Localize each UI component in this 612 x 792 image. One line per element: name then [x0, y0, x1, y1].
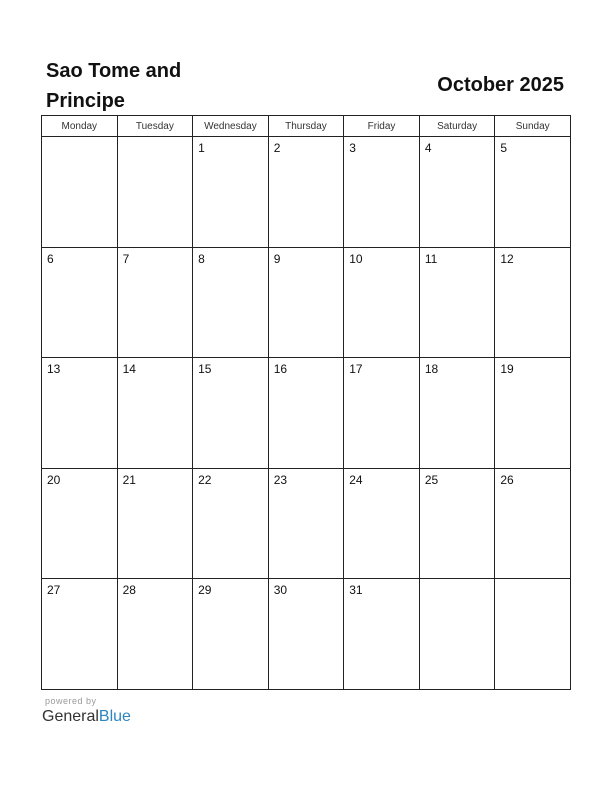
day-number: 26	[500, 472, 514, 487]
day-number: 11	[424, 251, 438, 266]
day-number: 30	[273, 583, 288, 597]
day-cell	[419, 247, 495, 358]
day-cell	[42, 358, 118, 469]
day-number	[118, 137, 193, 141]
day-cell	[344, 137, 420, 248]
day-cell	[419, 358, 495, 469]
weekday-header-wednesday: Wednesday	[193, 116, 269, 137]
weekday-header-sunday: Sunday	[495, 116, 571, 137]
day-number: 19	[500, 362, 514, 376]
month-year-title: October 2025	[437, 74, 564, 96]
day-number: 29	[198, 583, 212, 597]
day-number: 3	[349, 141, 356, 155]
day-cell	[268, 579, 344, 690]
day-number: 17	[349, 362, 363, 376]
weekday-header-friday: Friday	[344, 116, 420, 137]
day-number	[42, 137, 117, 141]
day-number: 31	[349, 583, 363, 597]
week-row	[42, 137, 571, 248]
generalblue-logo	[42, 707, 131, 727]
day-cell	[42, 468, 118, 579]
day-cell	[193, 247, 269, 358]
day-number: 25	[424, 472, 439, 487]
day-cell	[495, 358, 571, 469]
day-cell	[495, 137, 571, 248]
day-cell	[193, 137, 269, 248]
day-number	[495, 579, 570, 583]
day-number: 7	[122, 251, 130, 266]
day-cell	[42, 247, 118, 358]
logo-text-general: General	[42, 708, 99, 725]
country-title: Sao Tome and Principe	[46, 60, 182, 112]
day-cell	[419, 579, 495, 690]
day-cell	[117, 579, 193, 690]
day-number: 14	[122, 362, 136, 376]
day-cell	[268, 247, 344, 358]
day-number	[420, 579, 495, 583]
day-cell	[268, 137, 344, 248]
day-number: 6	[47, 251, 54, 266]
day-number: 18	[424, 362, 439, 376]
day-cell	[344, 468, 420, 579]
day-cell	[117, 137, 193, 248]
day-cell	[344, 579, 420, 690]
day-cell	[117, 358, 193, 469]
day-number: 2	[273, 141, 281, 155]
day-cell	[193, 358, 269, 469]
weekday-header-saturday: Saturday	[419, 116, 495, 137]
day-number: 28	[122, 583, 136, 597]
day-number: 16	[273, 362, 288, 376]
weekday-header-row	[42, 116, 571, 137]
week-row	[42, 247, 571, 358]
day-number: 20	[47, 472, 61, 487]
day-number: 23	[273, 472, 288, 487]
day-number: 13	[47, 362, 61, 376]
day-cell	[419, 468, 495, 579]
calendar-grid	[41, 115, 571, 690]
day-cell	[117, 247, 193, 358]
day-cell	[193, 468, 269, 579]
day-number: 12	[500, 251, 514, 266]
day-cell	[42, 137, 118, 248]
day-number: 21	[122, 472, 136, 487]
day-number: 10	[349, 251, 363, 266]
day-cell	[193, 579, 269, 690]
day-cell	[419, 137, 495, 248]
day-number: 4	[424, 141, 432, 155]
day-cell	[268, 358, 344, 469]
logo-text-blue: Blue	[98, 708, 131, 725]
day-cell	[495, 247, 571, 358]
weekday-header-thursday: Thursday	[268, 116, 344, 137]
week-row	[42, 468, 571, 579]
day-cell	[344, 247, 420, 358]
day-number: 27	[47, 583, 61, 597]
day-cell	[344, 358, 420, 469]
day-cell	[495, 468, 571, 579]
week-row	[42, 579, 571, 690]
day-number: 5	[500, 141, 508, 155]
day-cell	[117, 468, 193, 579]
footer	[42, 696, 131, 727]
day-number: 22	[198, 472, 212, 487]
day-number: 8	[198, 251, 205, 266]
week-row	[42, 358, 571, 469]
powered-by-text: powered by	[45, 696, 97, 706]
day-cell	[495, 579, 571, 690]
weekday-header-tuesday: Tuesday	[117, 116, 193, 137]
day-number: 24	[349, 472, 363, 487]
day-number: 1	[198, 141, 205, 155]
weekday-header-monday: Monday	[42, 116, 118, 137]
day-cell	[42, 579, 118, 690]
day-number: 9	[273, 251, 281, 266]
day-number: 15	[198, 362, 212, 376]
day-cell	[268, 468, 344, 579]
calendar-body	[42, 137, 571, 690]
